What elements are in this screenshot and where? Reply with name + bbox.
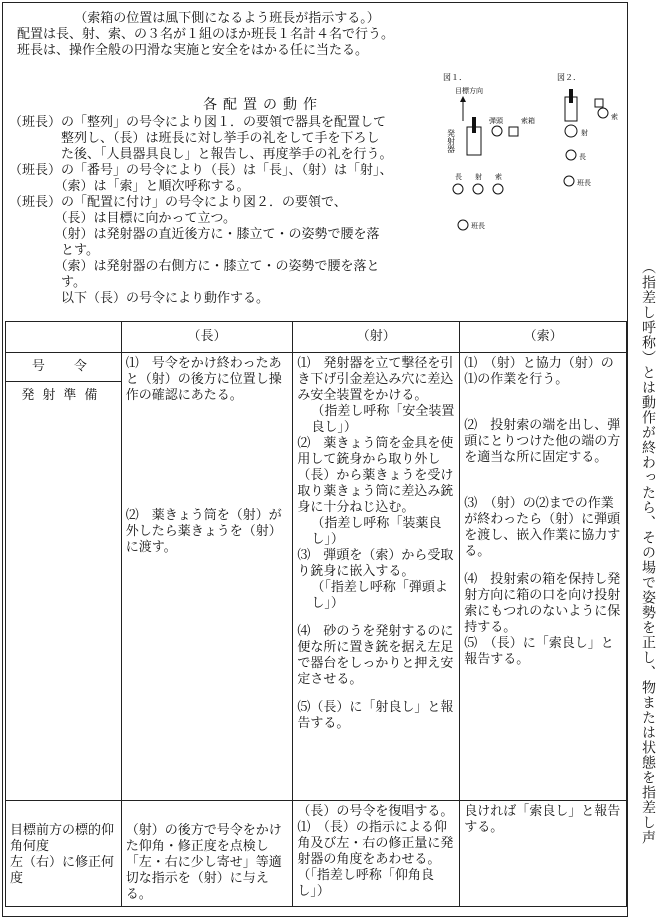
header-blank bbox=[6, 322, 122, 353]
sha-step: ⑷ 砂のうを発射するのに便な所に置き銃を据え左足で器台をしっかりと押え安定させる。 bbox=[297, 624, 454, 687]
document-page bbox=[2, 2, 628, 917]
sha-step: ⑶ 弾頭を（索）から受取り銃身に嵌入する。 bbox=[297, 548, 454, 579]
row1-saku bbox=[460, 353, 627, 801]
sha-step: （指差し呼称「装薬良し」） bbox=[311, 516, 442, 547]
step-line: （長）は目標に向かって立つ。 bbox=[9, 211, 236, 226]
fig1-launcher: 発射器 bbox=[446, 129, 456, 153]
saku-person-icon bbox=[493, 184, 503, 194]
sha-person-icon bbox=[565, 125, 577, 137]
fig1-bullet: 弾頭 bbox=[489, 117, 503, 125]
sha-step: ⑵ 薬きょう筒を金具を使用して銃身から取り外し（長）から薬きょうを受け取り薬きょう筒に差込み銃身に十分ねじ込む。 bbox=[297, 436, 454, 515]
fig1-title: 図１． bbox=[443, 73, 467, 82]
step-line: とす。 bbox=[9, 243, 99, 258]
cho-step: ⑴ 号令をかけ終わったあと（射）の後方に位置し操作の確認にあたる。 bbox=[125, 356, 282, 403]
saku-step: ⑸ （長）に「索良し」と報告する。 bbox=[464, 636, 614, 667]
row2-cho bbox=[121, 801, 293, 907]
intro-line-3: 班長は、操作全般の円滑な実施と安全をはかる任に当たる。 bbox=[17, 43, 369, 58]
step-line: （索）は発射器の右側方に・膝立て・の姿勢で腰を落と bbox=[9, 259, 380, 274]
figure-1 bbox=[441, 71, 551, 241]
step-line: 整列し、（長）は班長に対し挙手の礼をして手を下ろし bbox=[9, 131, 380, 146]
fig1-sha: 射 bbox=[475, 173, 482, 181]
barrel-icon bbox=[472, 117, 476, 133]
arrow-head-icon bbox=[460, 96, 466, 102]
fig2-hancho: 班長 bbox=[577, 179, 591, 187]
row1-cho bbox=[121, 353, 293, 801]
saku-step: ⑵ 投射索の端を出し、弾頭にとりつけた他の端の方を適当な所に固定する。 bbox=[464, 418, 621, 465]
header-saku: （索） bbox=[460, 322, 627, 353]
intro-line-1: （索箱の位置は風下側になるよう班長が指示する。） bbox=[74, 11, 380, 26]
procedure-table bbox=[5, 321, 627, 907]
label-gorei: 号 令 bbox=[6, 353, 121, 382]
intro-block bbox=[17, 11, 437, 59]
saku-person-icon bbox=[598, 108, 608, 118]
fig2-saku: 索 bbox=[611, 113, 618, 121]
step-line: （班長）の「整列」の号令により図１．の要領で器具を配置して bbox=[9, 115, 387, 130]
sha-step: ⑸（長）に「射良し」と報告する。 bbox=[297, 700, 454, 731]
row2-sha-text: （長）の号令を復唱する。 bbox=[297, 804, 454, 819]
step-line: （班長）の「配置に付け」の号令により図２．の要領で、 bbox=[9, 195, 347, 210]
fig2-title: 図２． bbox=[557, 73, 581, 82]
label-hassha-junbi: 発射準備 bbox=[21, 388, 106, 403]
hancho-person-icon bbox=[458, 220, 468, 230]
row2-saku bbox=[460, 801, 627, 907]
cho-person-icon bbox=[453, 184, 463, 194]
sha-step: （指差し呼称「安全装置良し」） bbox=[311, 404, 455, 435]
intro-line-2: 配置は長、射、索、の３名が１組のほか班長１名計４名で行う。 bbox=[17, 27, 395, 42]
fig2-sha: 射 bbox=[581, 129, 588, 137]
row2-cho-text: （射）の後方で号令をかけた仰角・修正度を点検し「左・右に少し寄せ」等適切な指示を（射）に与える。 bbox=[125, 823, 282, 902]
step-line: 以下（長）の号令により動作する。 bbox=[9, 291, 270, 306]
side-note: （指差し呼称）とは動作が終わったら、その場で姿勢を正し、物または状態を指差し声 bbox=[640, 260, 656, 845]
step-line: た後、「人員器具良し」と報告し、再度挙手の礼を行う。 bbox=[9, 147, 393, 162]
fig1-rope-box: 索箱 bbox=[521, 117, 535, 125]
saku-step: ⑶ （射）の⑵までの作業が終わったら（射）に弾頭を渡し、嵌入作業に協力する。 bbox=[464, 496, 621, 559]
cho-step: ⑵ 薬きょう筒を（射）が外したら薬きょうを（射）に渡す。 bbox=[125, 508, 282, 555]
steps-block bbox=[9, 115, 439, 307]
rope-box-icon bbox=[509, 127, 518, 136]
row2-saku-text: 良ければ「索良し」と報告する。 bbox=[464, 804, 621, 835]
sha-person-icon bbox=[473, 184, 483, 194]
step-line: （索）は「索」と順次呼称する。 bbox=[9, 179, 250, 194]
row2-sha-text: ⑴ （長）の指示による仰角及び左・右の修正量に発射器の角度をあわせる。（「指差し呼称「仰角良し」） bbox=[297, 820, 454, 899]
barrel-icon bbox=[569, 89, 573, 103]
row2-sha bbox=[293, 801, 460, 907]
saku-step: ⑷ 投射索の箱を保持し発射方向に箱の口を向け投射索にもつれのないように保持する。 bbox=[464, 572, 621, 635]
step-line: す。 bbox=[9, 275, 86, 290]
hancho-person-icon bbox=[564, 176, 574, 186]
fig2-cho: 長 bbox=[579, 153, 586, 161]
rope-box-icon bbox=[595, 99, 603, 107]
step-line: （班長）の「番号」の号令により（長）は「長」、（射）は「射」、 bbox=[9, 163, 393, 178]
row1-label bbox=[6, 353, 122, 801]
row1-sha bbox=[293, 353, 460, 801]
bullet-icon bbox=[492, 126, 502, 136]
header-cho: （長） bbox=[121, 322, 293, 353]
fig1-cho: 長 bbox=[455, 173, 462, 181]
header-sha: （射） bbox=[293, 322, 460, 353]
table-header-row bbox=[6, 322, 627, 353]
row2-label-text: 目標前方の標的仰角何度 左（右）に修正何度 bbox=[10, 823, 115, 886]
section-heading: 各配置の動作 bbox=[203, 97, 323, 113]
row2-label bbox=[6, 801, 122, 907]
sha-step: （「指差し呼称「弾頭よし」） bbox=[311, 580, 448, 611]
table-row bbox=[6, 353, 627, 801]
fig1-target-dir: 目標方向 bbox=[455, 87, 483, 95]
saku-step: ⑴ （射）と協力（射）の⑴の作業を行う。 bbox=[464, 356, 614, 387]
fig1-hancho: 班長 bbox=[471, 222, 485, 230]
fig1-saku: 索 bbox=[495, 173, 502, 181]
cho-person-icon bbox=[566, 150, 576, 160]
table-row bbox=[6, 801, 627, 907]
figure-2 bbox=[555, 71, 627, 211]
step-line: （射）は発射器の直近後方に・膝立て・の姿勢で腰を落 bbox=[9, 227, 380, 242]
sha-step: ⑴ 発射器を立て撃径を引き下げ引金差込み穴に差込み安全装置をかける。 bbox=[297, 356, 454, 403]
